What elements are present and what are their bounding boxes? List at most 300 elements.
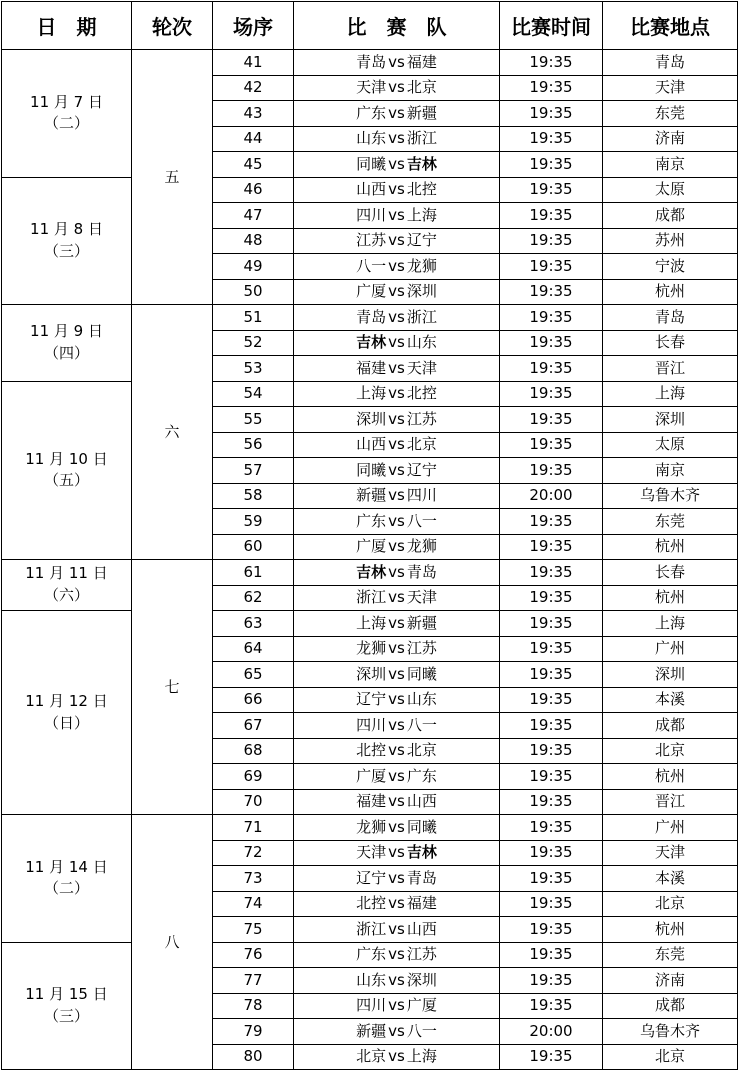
date-cell [2,305,132,382]
match-no-cell: 56 [213,432,294,458]
teams-cell [294,611,500,637]
venue-cell: 太原 [603,177,738,203]
away-team: 深圳 [406,970,437,989]
away-team: 北控 [406,180,437,199]
teams-cell [294,254,500,280]
time-cell: 19:35 [500,917,603,943]
teams-cell [294,75,500,101]
time-cell: 19:35 [500,687,603,713]
away-team: 广东 [406,766,437,785]
away-team: 新疆 [406,613,437,632]
teams-cell [294,764,500,790]
time-cell: 19:35 [500,636,603,662]
home-team: 天津 [356,78,387,97]
venue-cell: 天津 [603,75,738,101]
teams-cell [294,356,500,382]
away-team: 八一 [406,511,437,530]
venue-cell: 苏州 [603,228,738,254]
date-label: 11 月 14 日 [25,857,108,876]
time-cell: 19:35 [500,611,603,637]
away-team: 广厦 [406,996,437,1015]
teams-cell [294,687,500,713]
venue-cell: 上海 [603,611,738,637]
away-team: 四川 [406,486,437,505]
teams-cell [294,432,500,458]
time-cell: 19:35 [500,330,603,356]
away-team: 山东 [406,333,437,352]
date-cell [2,942,132,1070]
time-cell: 19:35 [500,126,603,152]
vs-label: vs [388,307,405,326]
round-cell: 七 [132,560,213,815]
weekday-label: （二） [43,879,89,898]
teams-cell [294,1044,500,1070]
away-team: 北控 [406,384,437,403]
match-no-cell: 60 [213,534,294,560]
home-team: 上海 [356,384,387,403]
venue-cell: 太原 [603,432,738,458]
home-team: 深圳 [356,664,387,683]
venue-cell: 青岛 [603,305,738,331]
match-no-cell: 68 [213,738,294,764]
away-team: 北京 [406,78,437,97]
match-no-cell: 49 [213,254,294,280]
table-row [2,381,738,407]
teams-cell [294,203,500,229]
match-no-cell: 53 [213,356,294,382]
date-label: 11 月 11 日 [25,564,108,583]
vs-label: vs [388,868,405,887]
vs-label: vs [388,817,405,836]
teams-cell [294,1019,500,1045]
venue-cell: 乌鲁木齐 [603,483,738,509]
round-cell: 八 [132,815,213,1070]
teams-cell [294,815,500,841]
vs-label: vs [388,919,405,938]
time-cell: 19:35 [500,585,603,611]
match-no-cell: 64 [213,636,294,662]
venue-cell: 北京 [603,1044,738,1070]
away-team: 新疆 [406,103,437,122]
teams-cell [294,942,500,968]
match-no-cell: 58 [213,483,294,509]
vs-label: vs [388,741,405,760]
home-team: 山东 [356,129,387,148]
away-team: 浙江 [406,307,437,326]
venue-cell: 东莞 [603,942,738,968]
date-label: 11 月 7 日 [30,92,103,111]
away-team: 江苏 [406,409,437,428]
weekday-label: （三） [43,241,89,260]
vs-label: vs [388,282,405,301]
home-team: 上海 [356,613,387,632]
away-team: 龙狮 [406,537,437,556]
venue-cell: 乌鲁木齐 [603,1019,738,1045]
venue-cell: 深圳 [603,407,738,433]
time-cell: 19:35 [500,713,603,739]
date-cell [2,815,132,943]
venue-cell: 青岛 [603,50,738,76]
vs-label: vs [388,180,405,199]
home-team: 青岛 [356,307,387,326]
venue-cell: 杭州 [603,917,738,943]
vs-label: vs [388,1021,405,1040]
home-team: 山东 [356,970,387,989]
venue-cell: 南京 [603,458,738,484]
vs-label: vs [388,562,405,581]
venue-cell: 东莞 [603,509,738,535]
vs-label: vs [388,486,405,505]
venue-cell: 南京 [603,152,738,178]
venue-cell: 广州 [603,815,738,841]
vs-label: vs [388,843,405,862]
away-team: 青岛 [406,562,437,581]
match-no-cell: 72 [213,840,294,866]
venue-cell: 宁波 [603,254,738,280]
round-cell: 五 [132,50,213,305]
date-cell [2,381,132,560]
away-team: 八一 [406,1021,437,1040]
time-cell: 19:35 [500,968,603,994]
home-team: 江苏 [356,231,387,250]
venue-cell: 成都 [603,713,738,739]
date-label: 11 月 8 日 [30,220,103,238]
match-no-cell: 54 [213,381,294,407]
teams-cell [294,738,500,764]
weekday-label: （三） [43,1006,89,1025]
vs-label: vs [388,231,405,250]
teams-cell [294,840,500,866]
time-cell: 19:35 [500,560,603,586]
home-team: 辽宁 [356,868,387,887]
match-no-cell: 57 [213,458,294,484]
vs-label: vs [388,511,405,530]
header-round: 轮次 [132,2,213,50]
match-no-cell: 78 [213,993,294,1019]
header-match-no: 场序 [213,2,294,50]
teams-cell [294,126,500,152]
vs-label: vs [388,435,405,454]
venue-cell: 杭州 [603,585,738,611]
time-cell: 19:35 [500,228,603,254]
match-no-cell: 48 [213,228,294,254]
match-no-cell: 61 [213,560,294,586]
away-team: 山西 [406,792,437,811]
round-cell: 六 [132,305,213,560]
home-team: 山西 [356,435,387,454]
home-team: 吉林 [356,562,387,581]
venue-cell: 本溪 [603,687,738,713]
away-team: 吉林 [406,843,437,862]
home-team: 广厦 [356,766,387,785]
away-team: 辽宁 [406,231,437,250]
vs-label: vs [388,715,405,734]
away-team: 山西 [406,919,437,938]
venue-cell: 成都 [603,993,738,1019]
away-team: 福建 [406,894,437,913]
time-cell: 19:35 [500,407,603,433]
vs-label: vs [388,639,405,658]
vs-label: vs [388,358,405,377]
header-teams: 比 赛 队 [294,2,500,50]
time-cell: 19:35 [500,203,603,229]
match-no-cell: 73 [213,866,294,892]
away-team: 辽宁 [406,460,437,479]
match-no-cell: 50 [213,279,294,305]
venue-cell: 杭州 [603,534,738,560]
match-no-cell: 51 [213,305,294,331]
venue-cell: 上海 [603,381,738,407]
venue-cell: 天津 [603,840,738,866]
match-no-cell: 77 [213,968,294,994]
home-team: 龙狮 [356,817,387,836]
match-no-cell: 65 [213,662,294,688]
table-row [2,815,738,841]
time-cell: 19:35 [500,50,603,76]
match-no-cell: 79 [213,1019,294,1045]
teams-cell [294,917,500,943]
weekday-label: （五） [43,471,89,490]
time-cell: 19:35 [500,993,603,1019]
time-cell: 19:35 [500,152,603,178]
header-date: 日 期 [2,2,132,50]
teams-cell [294,866,500,892]
vs-label: vs [388,588,405,607]
home-team: 广东 [356,511,387,530]
venue-cell: 杭州 [603,279,738,305]
match-no-cell: 75 [213,917,294,943]
teams-cell [294,585,500,611]
venue-cell: 济南 [603,126,738,152]
match-no-cell: 44 [213,126,294,152]
home-team: 深圳 [356,409,387,428]
away-team: 江苏 [406,639,437,658]
match-no-cell: 70 [213,789,294,815]
time-cell: 19:35 [500,458,603,484]
match-no-cell: 69 [213,764,294,790]
match-no-cell: 62 [213,585,294,611]
teams-cell [294,279,500,305]
date-label: 11 月 12 日 [25,691,108,710]
teams-cell [294,407,500,433]
teams-cell [294,228,500,254]
time-cell: 19:35 [500,840,603,866]
match-no-cell: 66 [213,687,294,713]
match-no-cell: 46 [213,177,294,203]
away-team: 八一 [406,715,437,734]
home-team: 青岛 [356,52,387,71]
away-team: 龙狮 [406,256,437,275]
away-team: 天津 [406,588,437,607]
time-cell: 19:35 [500,75,603,101]
teams-cell [294,534,500,560]
venue-cell: 成都 [603,203,738,229]
home-team: 八一 [356,256,387,275]
date-label: 11 月 15 日 [25,985,108,1003]
table-row [2,177,738,203]
teams-cell [294,50,500,76]
header-venue: 比赛地点 [603,2,738,50]
date-cell [2,177,132,305]
match-no-cell: 52 [213,330,294,356]
venue-cell: 本溪 [603,866,738,892]
time-cell: 19:35 [500,764,603,790]
vs-label: vs [388,205,405,224]
away-team: 江苏 [406,945,437,964]
vs-label: vs [388,894,405,913]
teams-cell [294,177,500,203]
vs-label: vs [388,537,405,556]
time-cell: 19:35 [500,381,603,407]
table-row [2,560,738,586]
time-cell: 19:35 [500,356,603,382]
vs-label: vs [388,460,405,479]
time-cell: 19:35 [500,432,603,458]
time-cell: 19:35 [500,279,603,305]
home-team: 四川 [356,715,387,734]
header-time: 比赛时间 [500,2,603,50]
vs-label: vs [388,996,405,1015]
vs-label: vs [388,664,405,683]
schedule-table [1,1,738,1070]
schedule-body [2,50,738,1070]
away-team: 浙江 [406,129,437,148]
time-cell: 19:35 [500,815,603,841]
vs-label: vs [388,409,405,428]
time-cell: 19:35 [500,789,603,815]
venue-cell: 晋江 [603,789,738,815]
teams-cell [294,483,500,509]
time-cell: 19:35 [500,891,603,917]
teams-cell [294,152,500,178]
time-cell: 19:35 [500,534,603,560]
home-team: 同曦 [356,154,387,173]
teams-cell [294,509,500,535]
match-no-cell: 63 [213,611,294,637]
date-cell [2,611,132,815]
home-team: 广东 [356,945,387,964]
home-team: 福建 [356,792,387,811]
home-team: 山西 [356,180,387,199]
time-cell: 19:35 [500,662,603,688]
weekday-label: （二） [43,114,89,133]
teams-cell [294,968,500,994]
vs-label: vs [388,103,405,122]
venue-cell: 长春 [603,560,738,586]
match-no-cell: 45 [213,152,294,178]
vs-label: vs [388,945,405,964]
time-cell: 19:35 [500,866,603,892]
time-cell: 19:35 [500,254,603,280]
teams-cell [294,713,500,739]
home-team: 辽宁 [356,690,387,709]
home-team: 广厦 [356,537,387,556]
home-team: 广东 [356,103,387,122]
time-cell: 19:35 [500,738,603,764]
vs-label: vs [388,154,405,173]
home-team: 新疆 [356,1021,387,1040]
match-no-cell: 71 [213,815,294,841]
vs-label: vs [388,690,405,709]
venue-cell: 广州 [603,636,738,662]
match-no-cell: 80 [213,1044,294,1070]
away-team: 青岛 [406,868,437,887]
vs-label: vs [388,78,405,97]
home-team: 福建 [356,358,387,377]
home-team: 北京 [356,1047,387,1066]
venue-cell: 东莞 [603,101,738,127]
vs-label: vs [388,1047,405,1066]
time-cell: 20:00 [500,483,603,509]
teams-cell [294,305,500,331]
match-no-cell: 47 [213,203,294,229]
match-no-cell: 59 [213,509,294,535]
time-cell: 19:35 [500,942,603,968]
home-team: 浙江 [356,588,387,607]
venue-cell: 深圳 [603,662,738,688]
time-cell: 19:35 [500,305,603,331]
weekday-label: （日） [43,713,89,732]
match-no-cell: 41 [213,50,294,76]
date-cell [2,50,132,178]
table-row [2,942,738,968]
away-team: 天津 [406,358,437,377]
teams-cell [294,789,500,815]
match-no-cell: 42 [213,75,294,101]
home-team: 北控 [356,894,387,913]
away-team: 吉林 [406,154,437,173]
teams-cell [294,560,500,586]
vs-label: vs [388,256,405,275]
home-team: 龙狮 [356,639,387,658]
table-row [2,50,738,76]
away-team: 山东 [406,690,437,709]
teams-cell [294,993,500,1019]
vs-label: vs [388,129,405,148]
away-team: 上海 [406,205,437,224]
match-no-cell: 67 [213,713,294,739]
match-no-cell: 43 [213,101,294,127]
away-team: 北京 [406,741,437,760]
table-row [2,611,738,637]
teams-cell [294,330,500,356]
vs-label: vs [388,384,405,403]
teams-cell [294,101,500,127]
teams-cell [294,662,500,688]
vs-label: vs [388,792,405,811]
header-row [2,2,738,50]
away-team: 同曦 [406,664,437,683]
venue-cell: 晋江 [603,356,738,382]
date-cell [2,560,132,611]
away-team: 福建 [406,52,437,71]
home-team: 浙江 [356,919,387,938]
venue-cell: 济南 [603,968,738,994]
date-label: 11 月 10 日 [25,449,108,468]
home-team: 北控 [356,741,387,760]
vs-label: vs [388,970,405,989]
teams-cell [294,458,500,484]
time-cell: 19:35 [500,1044,603,1070]
vs-label: vs [388,613,405,632]
home-team: 广厦 [356,282,387,301]
away-team: 深圳 [406,282,437,301]
vs-label: vs [388,766,405,785]
weekday-label: （六） [43,586,89,604]
home-team: 新疆 [356,486,387,505]
away-team: 上海 [406,1047,437,1066]
teams-cell [294,381,500,407]
